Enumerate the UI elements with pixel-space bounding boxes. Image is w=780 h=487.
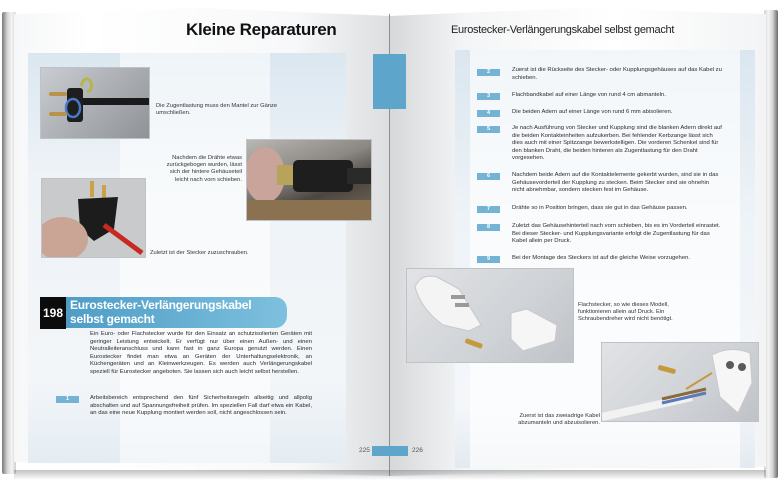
step-text-8: Zuletzt das Gehäusehinterteil nach vorn schieben, bis es im Vorderteil einrastet. Bei dieser Stecker- und Kupplungsvariante erfolgt die Zugentlastung für das Kabel allein per Druck. xyxy=(512,223,721,245)
photo-strain-relief xyxy=(40,67,150,139)
spine-color-tab xyxy=(373,54,406,109)
step-badge-1: 1 xyxy=(56,396,79,403)
book-cover-left-edge xyxy=(2,12,16,474)
photo-screw-plug xyxy=(41,178,146,258)
caption-stripped-cable: Zuerst ist das zweiadrige Kabel abzumanteln und abzuisolieren. xyxy=(518,413,600,427)
caption-flat-plug: Flachstecker, so wie dieses Modell, funktionieren allein auf Druck. Ein Schraubendreher wird nicht benötigt. xyxy=(578,302,673,323)
step-text-9: Bei der Montage des Steckers ist auf die gleiche Weise vorzugehen. xyxy=(512,255,691,261)
book-bottom-shadow xyxy=(14,470,766,480)
step-badge-3: 3 xyxy=(477,93,500,100)
page-number-tab xyxy=(372,446,408,456)
photo-sliding-housing xyxy=(246,139,372,221)
caption-sliding-housing: Nachdem die Drähte etwas zurückgebogen wurden, lässt sich der hintere Gehäuseteil leicht nach vorn schieben. xyxy=(166,155,242,183)
step-badge-7: 7 xyxy=(477,206,500,213)
book-cover-right-edge xyxy=(764,10,778,478)
step-text-1: Arbeitsbereich entsprechend den fünf Sicherheitsregeln allseitig und allpolig abschalten und auf Spannungsfreiheit prüfen. Im speziellen Fall darf etwa ein Kabel, an das eine neue Kupplung montiert werden soll, nicht angeschlossen sein. xyxy=(90,395,312,417)
running-head-left: Kleine Reparaturen xyxy=(186,20,337,39)
step-badge-6: 6 xyxy=(477,173,500,180)
step-text-2: Zuerst ist die Rückseite des Stecker- oder Kupplungsgehäuses auf das Kabel zu schieben. xyxy=(512,67,722,81)
section-intro-text: Ein Euro- oder Flachstecker wurde für den Einsatz an schutzisolierten Geräten mit geringer Leistung entwickelt. Er verfügt nur über einen Außen- und einen Neutralleiteranschluss und kann fast in ganz Europa genutzt werden. Einen Eurostecker findet man etwa an Geräten der Unterhaltungselektronik, an Küchengeräten und an Kleinwerkzeugen. Es werden auch Verlängerungskabel speziell für Eurostecker angeboten. Sie lassen sich auch leicht selbst herstellen. xyxy=(90,331,312,375)
step-text-3: Flachbandkabel auf einer Länge von rund 4 cm abmanteln. xyxy=(512,92,666,98)
step-text-4: Die beiden Adern auf einer Länge von rund 6 mm abisolieren. xyxy=(512,109,673,115)
step-badge-4: 4 xyxy=(477,110,500,117)
step-badge-8: 8 xyxy=(477,224,500,231)
photo-stripped-cable xyxy=(601,342,759,422)
page-number-left: 225 xyxy=(359,447,370,454)
photo-flat-plug-parts xyxy=(406,268,574,363)
step-badge-5: 5 xyxy=(477,126,500,133)
caption-screw-plug: Zuletzt ist der Stecker zuzuschrauben. xyxy=(150,250,249,256)
caption-strain-relief: Die Zugentlastung muss den Mantel zur Gänze umschließen. xyxy=(156,103,278,117)
section-number: 198 xyxy=(40,297,66,329)
step-text-7: Drähte so in Position bringen, dass sie gut in das Gehäuse passen. xyxy=(512,205,688,211)
step-badge-9: 9 xyxy=(477,256,500,263)
step-text-5: Je nach Ausführung von Stecker und Kupplung sind die blanken Adern direkt auf die beiden Kontakteinheiten aufzukerben. Bei fehlender Kerbzange lässt sich dies auch mit einer Spitzzange bewerkstelligen. Die vorderen Schenkel sind für den blanken Draht, die beiden hinteren als Zugentlastung für den Draht vorgesehen. xyxy=(512,125,722,162)
section-title: Eurostecker-Verlängerungskabel selbst gemacht xyxy=(70,298,252,326)
step-text-6: Nachdem beide Adern auf die Kontaktelemente gekerbt wurden, sind sie in das Gehäusevorderteil der Kupplung zu stecken. Beim Stecker sind sie ohnehin nicht abnehmbar, sondern stecken fest im Gehäuse. xyxy=(512,172,719,194)
page-number-right: 226 xyxy=(412,447,423,454)
running-head-right: Eurostecker-Verlängerungskabel selbst gemacht xyxy=(451,24,675,36)
step-badge-2: 2 xyxy=(477,69,500,76)
